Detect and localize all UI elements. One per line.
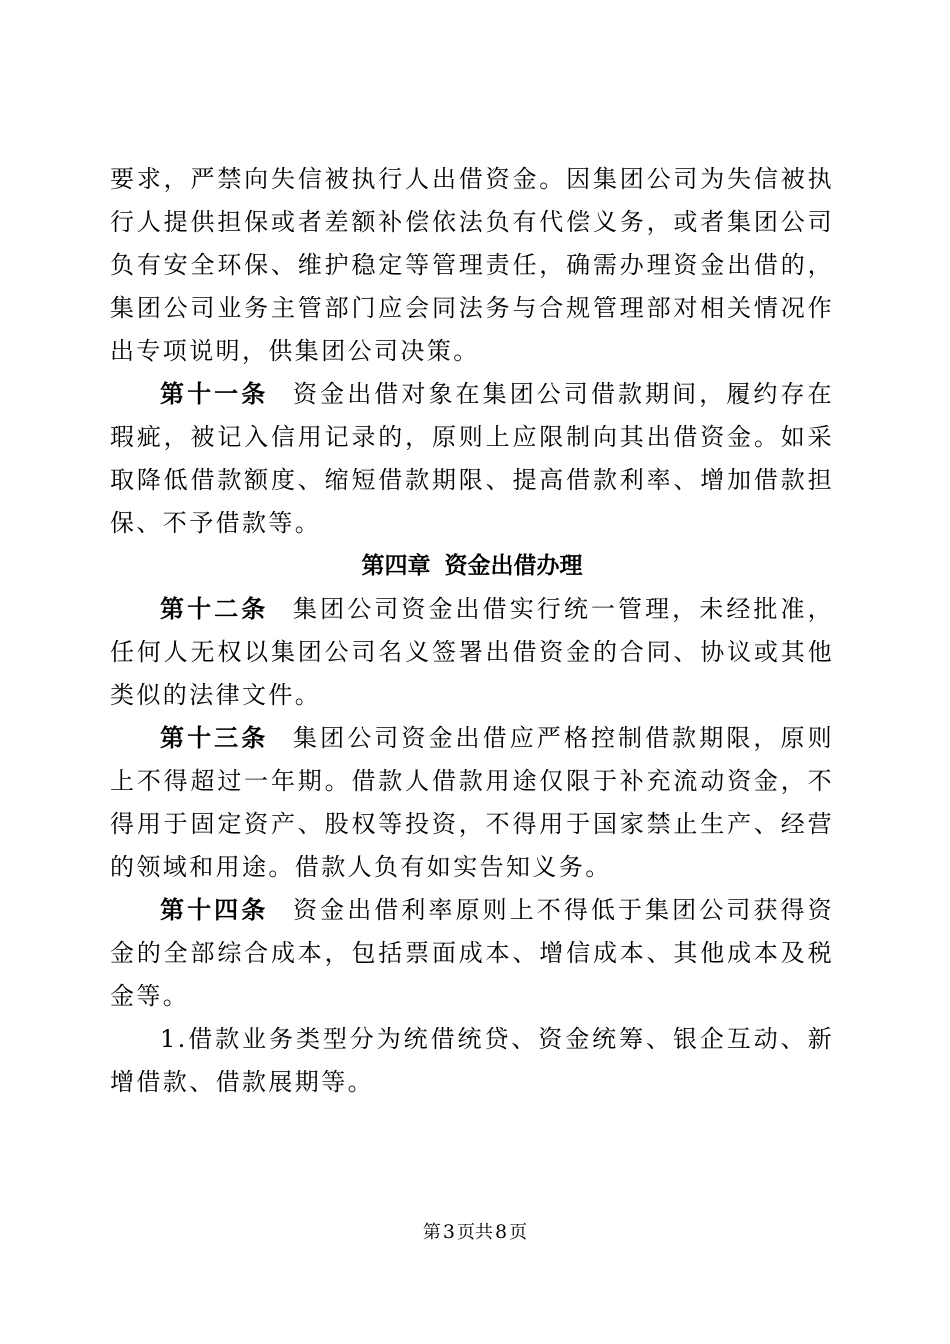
article-14-title: 第十四条 <box>160 896 269 924</box>
article-14-text: 资金出借利率原则上不得低于集团公司获得资金的全部综合成本，包括票面成本、增信成本、其他成本及税金等。 <box>110 896 835 1010</box>
article-13-title: 第十三条 <box>160 724 269 752</box>
article-11-title: 第十一条 <box>160 380 269 408</box>
chapter-title: 资金出借办理 <box>444 553 583 579</box>
article-14-paragraph <box>110 889 834 1018</box>
item-1-paragraph: 1.借款业务类型分为统借统贷、资金统筹、银企互动、新增借款、借款展期等。 <box>110 1025 834 1096</box>
footer-middle: 页共 <box>457 1222 493 1243</box>
article-11-paragraph <box>110 373 834 545</box>
footer-suffix: 页 <box>509 1222 528 1243</box>
document-body <box>110 158 834 1104</box>
chapter-heading <box>110 545 834 588</box>
article-12-text: 集团公司资金出借实行统一管理，未经批准，任何人无权以集团公司名义签署出借资金的合同、协议或其他类似的法律文件。 <box>110 595 835 709</box>
article-12-title: 第十二条 <box>160 595 269 623</box>
footer-prefix: 第 <box>422 1222 441 1243</box>
chapter-number: 第四章 <box>361 553 431 579</box>
footer-page-number: 3 <box>442 1221 455 1243</box>
intro-paragraph: 要求，严禁向失信被执行人出借资金。因集团公司为失信被执行人提供担保或者差额补偿依法负有代偿义务，或者集团公司负有安全环保、维护稳定等管理责任，确需办理资金出借的，集团公司业务主管部门应会同法务与合规管理部对相关情况作出专项说明，供集团公司决策。 <box>110 165 834 365</box>
article-13-text: 集团公司资金出借应严格控制借款期限，原则上不得超过一年期。借款人借款用途仅限于补充流动资金，不得用于固定资产、股权等投资，不得用于国家禁止生产、经营的领域和用途。借款人负有如实告知义务。 <box>110 724 835 881</box>
article-13-paragraph <box>110 717 834 889</box>
footer-total-pages: 8 <box>495 1221 508 1243</box>
article-12-paragraph <box>110 588 834 717</box>
page-footer <box>0 1219 950 1246</box>
article-11-text: 资金出借对象在集团公司借款期间，履约存在瑕疵，被记入信用记录的，原则上应限制向其出借资金。如采取降低借款额度、缩短借款期限、提高借款利率、增加借款担保、不予借款等。 <box>110 380 835 537</box>
